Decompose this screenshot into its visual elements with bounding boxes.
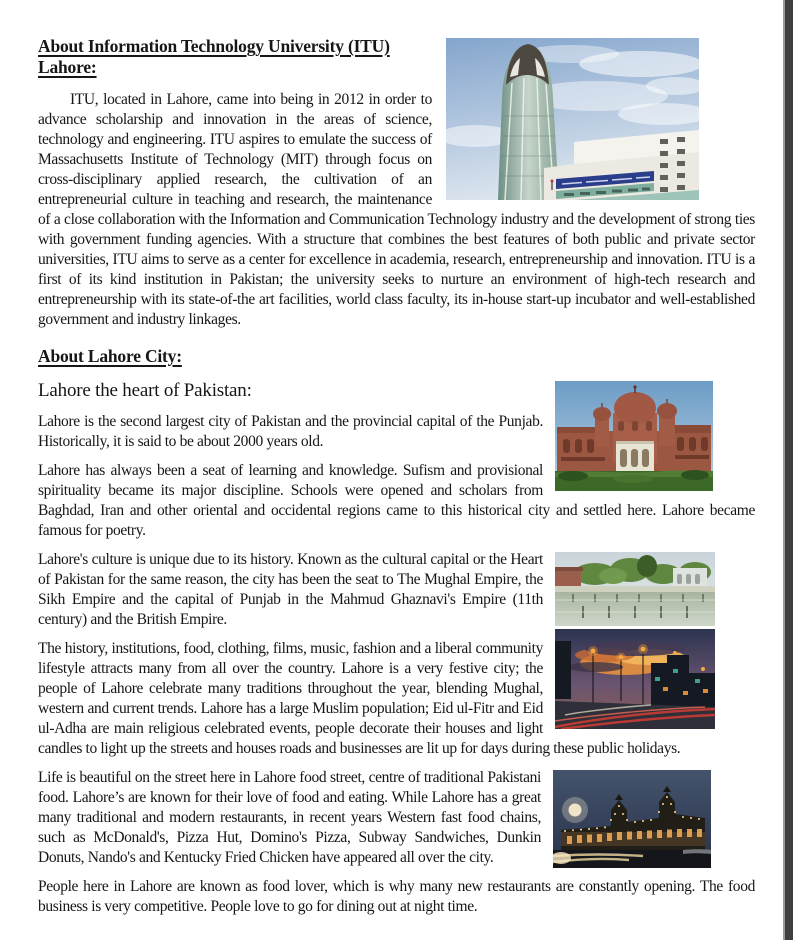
lahore-paragraph-5: Life is beautiful on the street here in Lahore food street, centre of traditional Pakistani food. Lahore’s are known for their love of food and eating. While Lahore has a great many traditional and modern restaurants, in recent years Western fast food chains, such as McDonald's, Pizza Hut, Domino's Pizza, Subway Sandwiches, Dunkin Donuts, Nando's and Kentucky Fried Chicken have appeared all over the city.: [38, 769, 541, 866]
heading-itu: About Information Technology University (ITU) Lahore:: [38, 36, 390, 77]
lahore-street-at-night-photo: [555, 629, 715, 729]
document-content: [38, 36, 755, 926]
shalimar-gardens-photo: [555, 552, 715, 626]
heading-lahore-city: About Lahore City:: [38, 346, 182, 366]
window-edge-bar: [783, 0, 793, 940]
itu-section: [38, 36, 755, 330]
lahore-paragraph-4: The history, institutions, food, clothing, films, music, fashion and a liberal community lifestyle attracts many from all over the country. Lahore is a very festive city; the people of Lahore celebrate many traditions throughout the year, blending Mughal, western and current trends. Lahore has a large Muslim population; Eid ul-Fitr and Eid ul-Adha are main religious celebrated events, people decorate their houses and light candles to light up the streets and houses roads and businesses are lit up for days during these public holidays.: [38, 640, 681, 757]
lahore-section: [38, 346, 755, 917]
itu-campus-tower-building-photo: [446, 38, 699, 200]
lahore-paragraph-6: People here in Lahore are known as food lover, which is why many new restaurants are constantly opening. The food business is very competitive. People love to go for dining out at night time.: [38, 878, 755, 915]
lahore-photo-stack: [555, 552, 715, 729]
lahore-paragraph-3: Lahore's culture is unique due to its history. Known as the cultural capital or the Heart of Pakistan for the same reason, the city has been the seat to The Mughal Empire, the Sikh Empire and the capital of Punjab in the Mahmud Ghaznavi's Empire (11th century) and the British Empire.: [38, 551, 543, 628]
lahore-museum-photo: [555, 381, 713, 491]
lahore-paragraph-1: Lahore is the second largest city of Pakistan and the provincial capital of the Punjab. Historically, it is said to be about 2000 years old.: [38, 413, 543, 450]
subheading-lahore-heart: Lahore the heart of Pakistan:: [38, 380, 252, 401]
lahore-paragraph-2: Lahore has always been a seat of learning and knowledge. Sufism and provisional spirituality became its major discipline. Schools were opened and scholars from Baghdad, Iran and other oriental and occidental regions came to this historical city and settled here. Lahore became famous for poetry.: [38, 462, 755, 539]
lahore-food-street-night-photo: [553, 770, 711, 868]
itu-paragraph: ITU, located in Lahore, came into being in 2012 in order to advance scholarship and innovation in the areas of science, technology and engineering. ITU aspires to emulate the success of Massachusetts Institute of Technology (MIT) through focus on cross-disciplinary applied research, the cultivation of an entrepreneurial culture in teaching and research, the maintenance of a close collaboration with the Information and Communication Technology industry and the development of strong ties with government funding agencies. With a structure that combines the best features of both public and private sector universities, ITU aims to serve as a center for excellence in academia, research, entrepreneurship and innovation. ITU is a first of its kind institution in Pakistan; the university seeks to nurture an environment of high-tech research and entrepreneurship with its state-of-the art facilities, world class faculty, its in-house start-up incubator and well-established government and industry linkages.: [38, 91, 755, 328]
